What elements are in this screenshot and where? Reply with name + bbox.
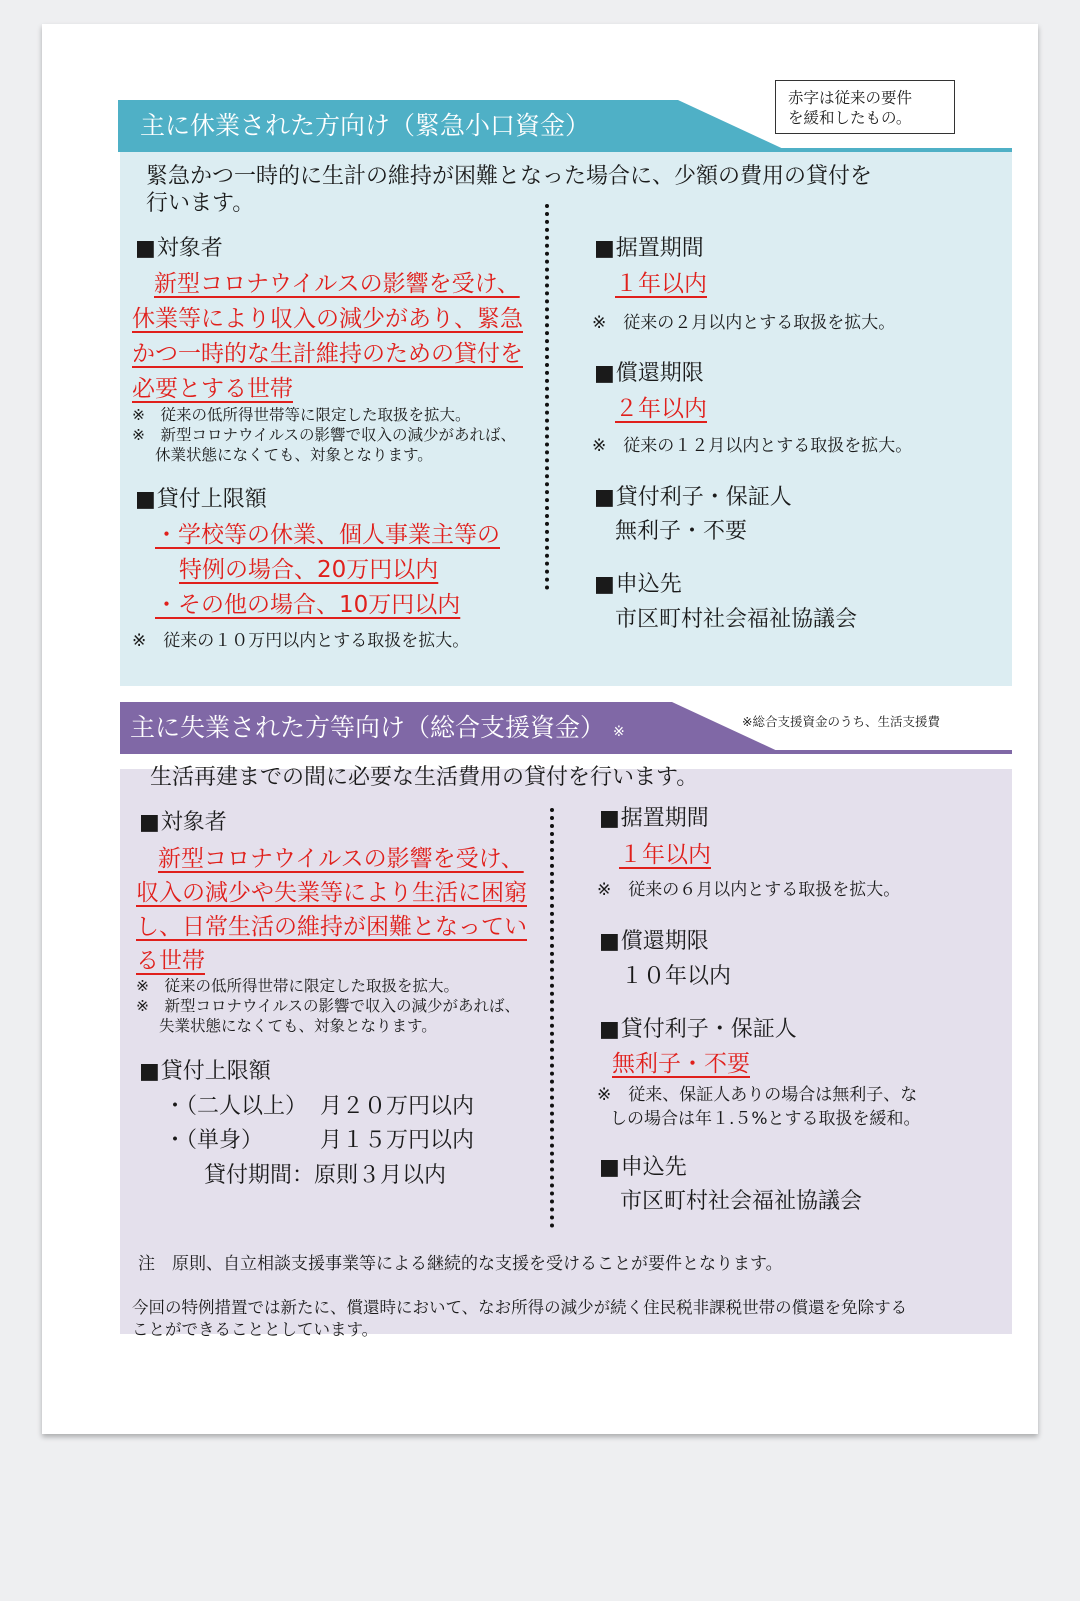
s1-repay-heading bbox=[594, 357, 704, 391]
emergency-fund-title bbox=[118, 100, 678, 152]
s1-apply-heading-label: 申込先 bbox=[615, 572, 682, 597]
s2-target-heading bbox=[139, 806, 227, 840]
s1-interest-value: 無利子・不要 bbox=[615, 519, 748, 544]
s2-interest-heading bbox=[599, 1013, 797, 1047]
s2-limit-heading bbox=[139, 1055, 271, 1089]
s1-repay-value: ２年以内 bbox=[615, 396, 707, 422]
s2-target-line-3: し、日常生活の維持が困難となってい bbox=[136, 914, 527, 940]
bullet-icon: ■ bbox=[599, 1017, 620, 1042]
s2-limit-line-1-label: ・（二人以上） bbox=[164, 1094, 308, 1119]
s2-limit-heading-label: 貸付上限額 bbox=[160, 1059, 271, 1084]
bullet-icon: ■ bbox=[139, 810, 160, 835]
s1-limit-line-3: ・その他の場合、10万円以内 bbox=[155, 592, 461, 618]
s2-target-note-1: ※ 従来の低所得世帯に限定した取扱を拡大。 bbox=[136, 977, 459, 995]
general-support-fund-title-rule bbox=[120, 750, 1012, 754]
s2-limit-line-1-value: 月２０万円以内 bbox=[320, 1094, 475, 1119]
s1-defer-value: １年以内 bbox=[615, 271, 707, 297]
s2-limit-line-2-value: 月１５万円以内 bbox=[320, 1128, 475, 1153]
column-divider bbox=[545, 204, 549, 590]
s2-footnote: 注 原則、自立相談支援事業等による継続的な支援を受けることが要件となります。 bbox=[138, 1254, 783, 1274]
exemption-note-line-1: 今回の特例措置では新たに、償還時において、なお所得の減少が続く住民税非課税世帯の償還を免除する bbox=[132, 1298, 908, 1317]
general-support-fund-top-note: ※総合支援資金のうち、生活支援費 bbox=[742, 714, 940, 729]
general-support-fund-title bbox=[120, 702, 672, 754]
legend-box bbox=[775, 80, 955, 134]
emergency-fund-title-tab-edge bbox=[678, 100, 790, 152]
s1-target-line-2: 休業等により収入の減少があり、緊急 bbox=[132, 306, 523, 332]
s2-target-line-4: る世帯 bbox=[136, 948, 205, 974]
s1-target-heading bbox=[135, 232, 223, 266]
s2-repay-heading bbox=[599, 925, 709, 959]
s1-defer-note: ※ 従来の２月以内とする取扱を拡大。 bbox=[592, 313, 896, 333]
s1-target-line-1: 新型コロナウイルスの影響を受け、 bbox=[154, 271, 520, 297]
s2-apply-value: 市区町村社会福祉協議会 bbox=[620, 1189, 863, 1214]
s2-target-heading-label: 対象者 bbox=[160, 810, 227, 835]
bullet-icon: ■ bbox=[599, 806, 620, 831]
s1-target-line-3: かつ一時的な生計維持のための貸付を bbox=[132, 341, 523, 367]
exemption-note bbox=[132, 1297, 907, 1341]
s2-apply-heading-label: 申込先 bbox=[620, 1155, 687, 1180]
bullet-icon: ■ bbox=[599, 929, 620, 954]
s2-limit-line-2-label: ・（単身） bbox=[164, 1128, 264, 1153]
document-page bbox=[42, 24, 1038, 1434]
emergency-fund-title-text: 主に休業された方向け（緊急小口資金） bbox=[140, 111, 591, 140]
s1-limit-heading bbox=[135, 483, 267, 517]
bullet-icon: ■ bbox=[594, 361, 615, 386]
s2-defer-heading bbox=[599, 802, 709, 836]
bullet-icon: ■ bbox=[594, 236, 615, 261]
emergency-fund-intro-line-1: 緊急かつ一時的に生計の維持が困難となった場合に、少額の費用の貸付を bbox=[146, 164, 873, 189]
s1-limit-heading-label: 貸付上限額 bbox=[156, 487, 267, 512]
emergency-fund-title-rule bbox=[120, 148, 1012, 152]
s1-limit-line-1: ・学校等の休業、個人事業主等の bbox=[155, 522, 500, 548]
exemption-note-line-2: ことができることとしています。 bbox=[132, 1320, 379, 1339]
s1-target-note-2: ※ 新型コロナウイルスの影響で収入の減少があれば、 bbox=[132, 426, 517, 444]
s1-repay-note: ※ 従来の１２月以内とする取扱を拡大。 bbox=[592, 436, 913, 456]
s1-interest-heading bbox=[594, 481, 792, 515]
s2-target-note-2: ※ 新型コロナウイルスの影響で収入の減少があれば、 bbox=[136, 997, 521, 1015]
general-support-fund-title-text: 主に失業された方等向け（総合支援資金） bbox=[130, 713, 606, 742]
s1-limit-note: ※ 従来の１０万円以内とする取扱を拡大。 bbox=[132, 631, 470, 651]
general-support-fund-title-mark: ※ bbox=[613, 724, 625, 740]
s1-apply-heading bbox=[594, 568, 682, 602]
s2-interest-note-1: ※ 従来、保証人ありの場合は無利子、な bbox=[597, 1085, 918, 1105]
legend-line-2: を緩和したもの。 bbox=[788, 109, 912, 127]
bullet-icon: ■ bbox=[139, 1059, 160, 1084]
emergency-fund-intro-line-2: 行います。 bbox=[146, 191, 255, 216]
s1-target-note-1: ※ 従来の低所得世帯等に限定した取扱を拡大。 bbox=[132, 406, 471, 424]
bullet-icon: ■ bbox=[135, 236, 156, 261]
s2-interest-note-2: しの場合は年１.５%とする取扱を緩和。 bbox=[610, 1109, 921, 1129]
s1-target-line-4: 必要とする世帯 bbox=[132, 376, 293, 402]
s2-defer-value: １年以内 bbox=[619, 842, 711, 868]
bullet-icon: ■ bbox=[135, 487, 156, 512]
s2-defer-heading-label: 据置期間 bbox=[620, 806, 709, 831]
s1-defer-heading-label: 据置期間 bbox=[615, 236, 704, 261]
s2-repay-value: １０年以内 bbox=[621, 964, 732, 989]
general-support-fund-intro: 生活再建までの間に必要な生活費用の貸付を行います。 bbox=[150, 765, 699, 790]
s2-target-note-3: 失業状態になくても、対象となります。 bbox=[159, 1017, 437, 1035]
s2-target-line-1: 新型コロナウイルスの影響を受け、 bbox=[158, 846, 524, 872]
s2-target-line-2: 収入の減少や失業等により生活に困窮 bbox=[136, 880, 527, 906]
s1-apply-value: 市区町村社会福祉協議会 bbox=[615, 607, 858, 632]
bullet-icon: ■ bbox=[594, 485, 615, 510]
bullet-icon: ■ bbox=[594, 572, 615, 597]
s2-apply-heading bbox=[599, 1151, 687, 1185]
s1-repay-heading-label: 償還期限 bbox=[615, 361, 704, 386]
s2-defer-note: ※ 従来の６月以内とする取扱を拡大。 bbox=[597, 880, 901, 900]
s1-target-note-3: 休業状態になくても、対象となります。 bbox=[155, 446, 433, 464]
s2-interest-value: 無利子・不要 bbox=[612, 1051, 750, 1077]
s2-interest-heading-label: 貸付利子・保証人 bbox=[620, 1017, 797, 1042]
s1-target-heading-label: 対象者 bbox=[156, 236, 223, 261]
s1-limit-line-2: 特例の場合、20万円以内 bbox=[179, 557, 439, 583]
column-divider-2 bbox=[550, 808, 554, 1228]
s1-defer-heading bbox=[594, 232, 704, 266]
s1-interest-heading-label: 貸付利子・保証人 bbox=[615, 485, 792, 510]
legend-line-1: 赤字は従来の要件 bbox=[788, 89, 913, 107]
s2-repay-heading-label: 償還期限 bbox=[620, 929, 709, 954]
bullet-icon: ■ bbox=[599, 1155, 620, 1180]
s2-limit-period: 貸付期間：原則３月以内 bbox=[204, 1163, 447, 1188]
